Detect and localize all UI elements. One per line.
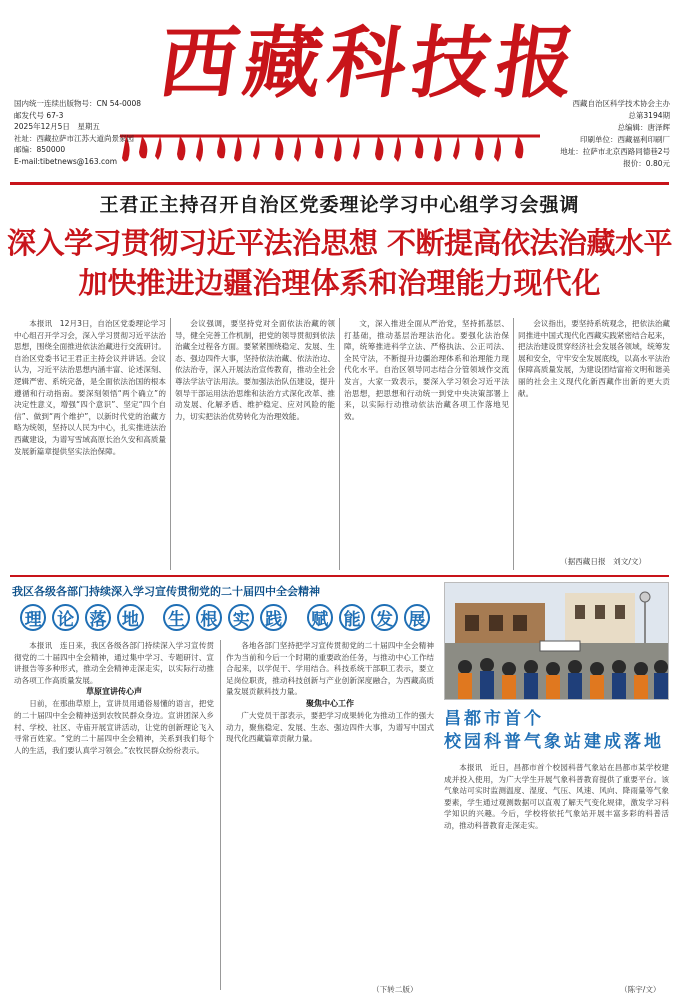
banner-char: 落 (85, 604, 111, 631)
column-divider (220, 640, 221, 990)
lead-byline: （据西藏日报 刘文/文） (560, 557, 647, 566)
lead-column-2 (175, 318, 335, 570)
section-divider (10, 575, 669, 577)
meta-left-line: 邮发代号 67-3 (14, 110, 64, 120)
column-divider (170, 318, 171, 570)
banner-char: 根 (196, 604, 222, 631)
meta-left-line: 2025年12月5日 星期五 (14, 122, 100, 131)
meta-right-line: 报价：0.80元 (623, 159, 670, 168)
lead-paragraph: 文，深入推进全面从严治党，坚持抓基层、打基础，推动基层治理法治化。要强化法治保障，统筹推进科学立法、严格执法、公正司法、全民守法，不断提升边疆治理体系和治理能力现代化水平。自治区领导同志结合分管领域作交流发言，大家一致表示，要深入学习领会习近平法治思想，把思想和行动统一到党中央决策部署上来，以实际行动推动依法治藏各项工作落地见效。 (344, 319, 509, 421)
banner-char: 赋 (307, 604, 333, 631)
lead-column-3 (344, 318, 509, 570)
photo-story-paragraph: 本报讯 近日，昌都市首个校园科普气象站在昌都市某学校建成并投入使用，为广大学生开展气象科普教育提供了重要平台。该气象站可实时监测温度、湿度、气压、风速、风向、降雨量等气象要素，学生通过观测数据可以直观了解天气变化规律，激发学习科学知识的兴趣。今后，学校将依托气象站开展丰富多彩的科普活动，推动科普教育走深走实。 (444, 763, 669, 830)
banner-char: 践 (260, 604, 286, 631)
meta-right-line: 西藏自治区科学技术协会主办 (572, 99, 670, 108)
lead-column-1 (14, 318, 166, 570)
section2-subhead: 草原宣讲传心声 (86, 687, 142, 697)
tibetan-title-script (120, 128, 540, 166)
meta-left-line: 邮编：850000 (14, 145, 66, 154)
photo-story-title-line2[interactable]: 校园科普气象站建成落地 (444, 732, 664, 752)
column-divider (513, 318, 514, 570)
lead-kicker[interactable]: 王君正主持召开自治区党委理论学习中心组学习会强调 (99, 194, 580, 216)
photo-story-body (444, 762, 669, 980)
meta-left-line: E-mail:tibetnews@163.com (14, 156, 118, 166)
lead-column-4 (518, 318, 670, 554)
meta-right-line: 总编辑：唐泽辉 (617, 123, 670, 132)
section2-column-2 (226, 640, 434, 980)
meta-left-line: 社址：西藏拉萨市江苏大道尚景家园 (14, 133, 134, 143)
lead-paragraph: 本报讯 12月3日，自治区党委理论学习中心组召开学习会，深入学习贯彻习近平法治思想，围绕全面推进依法治藏进行交流研讨。自治区党委书记王君正主持会议并讲话。会议认为，习近平法治思想内涵丰富、论述深刻、逻辑严密、系统完备，是全面依法治国的根本遵循和行动指南。要深刻领悟“两个确立”的决定性意义，增强“四个意识”、坚定“四个自信”、做到“两个维护”，以新时代党的治藏方略为统领，坚持以人民为中心，扎实推进法治西藏建设，为谱写雪域高原长治久安和高质量发展新篇章提供坚实法治保障。 (14, 319, 166, 456)
meta-right-line: 地址：拉萨市北京西路同德巷2号 (560, 147, 670, 156)
meta-right-line: 印刷单位：西藏福利印刷厂 (580, 135, 670, 144)
section2-paragraph: 本报讯 连日来，我区各级各部门持续深入学习宣传贯彻党的二十届四中全会精神，通过集中学习、专题研讨、宣讲报告等多种形式，推动全会精神走深走实，以实际行动推动各项工作高质量发展。 (14, 641, 214, 685)
banner-char: 生 (163, 604, 189, 631)
newspaper-logo: 西藏科技报 (153, 18, 587, 109)
section2-kicker[interactable]: 我区各级各部门持续深入学习宣传贯彻党的二十届四中全会精神 (12, 585, 320, 598)
lead-headline-line2[interactable]: 加快推进边疆治理体系和治理能力现代化 (78, 266, 601, 300)
masthead-divider (10, 182, 669, 185)
publication-info-right (520, 98, 670, 170)
section2-column-1 (14, 640, 214, 990)
meta-left-line: 国内统一连续出版物号：CN 54-0008 (14, 99, 142, 108)
banner-char: 展 (404, 604, 430, 631)
banner-gap (293, 604, 301, 631)
section2-subhead: 聚焦中心工作 (306, 698, 354, 708)
meta-right-line: 总第3194期 (628, 111, 670, 120)
banner-char: 理 (20, 604, 46, 631)
column-divider (339, 318, 340, 570)
publication-info-left (14, 98, 174, 167)
lead-paragraph: 会议强调，要坚持党对全面依法治藏的领导，健全完善工作机制，把党的领导贯彻到依法治藏全过程各方面。要紧紧围绕稳定、发展、生态、强边四件大事，坚持依法治藏、依法治边、依法治寺，深入开展法治宣传教育，推动全社会尊法学法守法用法。要加强法治队伍建设，提升领导干部运用法治思维和法治方式深化改革、推动发展、化解矛盾、维护稳定、应对风险的能力，切实把法治优势转化为治理效能。 (175, 319, 335, 421)
weather-station-photo (444, 582, 669, 700)
banner-char: 发 (371, 604, 397, 631)
banner-char: 实 (228, 604, 254, 631)
photo-story-byline: （陈宇/文） (620, 985, 661, 994)
photo-story-title-line1[interactable]: 昌都市首个 (444, 709, 544, 729)
masthead (0, 0, 679, 182)
lead-paragraph: 会议指出，要坚持系统观念，把依法治藏同推进中国式现代化西藏实践紧密结合起来，把法治建设贯穿经济社会发展各领域，统筹发展和安全，守牢安全发展底线，以高水平法治保障高质量发展，为建设团结富裕文明和谐美丽的社会主义现代化新西藏作出新的更大贡献。 (518, 319, 670, 398)
banner-char: 地 (117, 604, 143, 631)
section2-paragraph: 广大党员干部表示，要把学习成果转化为推动工作的强大动力，聚焦稳定、发展、生态、强边四件大事，为谱写中国式现代化西藏篇章贡献力量。 (226, 710, 434, 744)
banner-char: 能 (339, 604, 365, 631)
lead-headline-line1[interactable]: 深入学习贯彻习近平法治思想 不断提高依法治藏水平 (6, 226, 673, 260)
continued-note[interactable]: （下转二版） (372, 985, 418, 994)
section2-paragraph: 各地各部门坚持把学习宣传贯彻党的二十届四中全会精神作为当前和今后一个时期的重要政治任务，与推动中心工作结合起来，以学促干、学用结合。科技系统干部职工表示，要立足岗位职责，推动科技创新与产业创新深度融合，为西藏高质量发展贡献科技力量。 (226, 641, 434, 697)
banner-char: 论 (52, 604, 78, 631)
section2-banner-headline[interactable] (20, 600, 430, 634)
section2-paragraph: 日前，在那曲草原上，宣讲员用通俗易懂的语言，把党的二十届四中全会精神送到农牧民群众身边。宣讲团深入乡村、学校、社区、寺庙开展宣讲活动，让党的创新理论飞入寻常百姓家。“党的二十届四中全会精神，关系到我们每个人的生活，我们要认真学习领会。”农牧民群众纷纷表示。 (14, 699, 214, 755)
banner-gap (150, 604, 158, 631)
